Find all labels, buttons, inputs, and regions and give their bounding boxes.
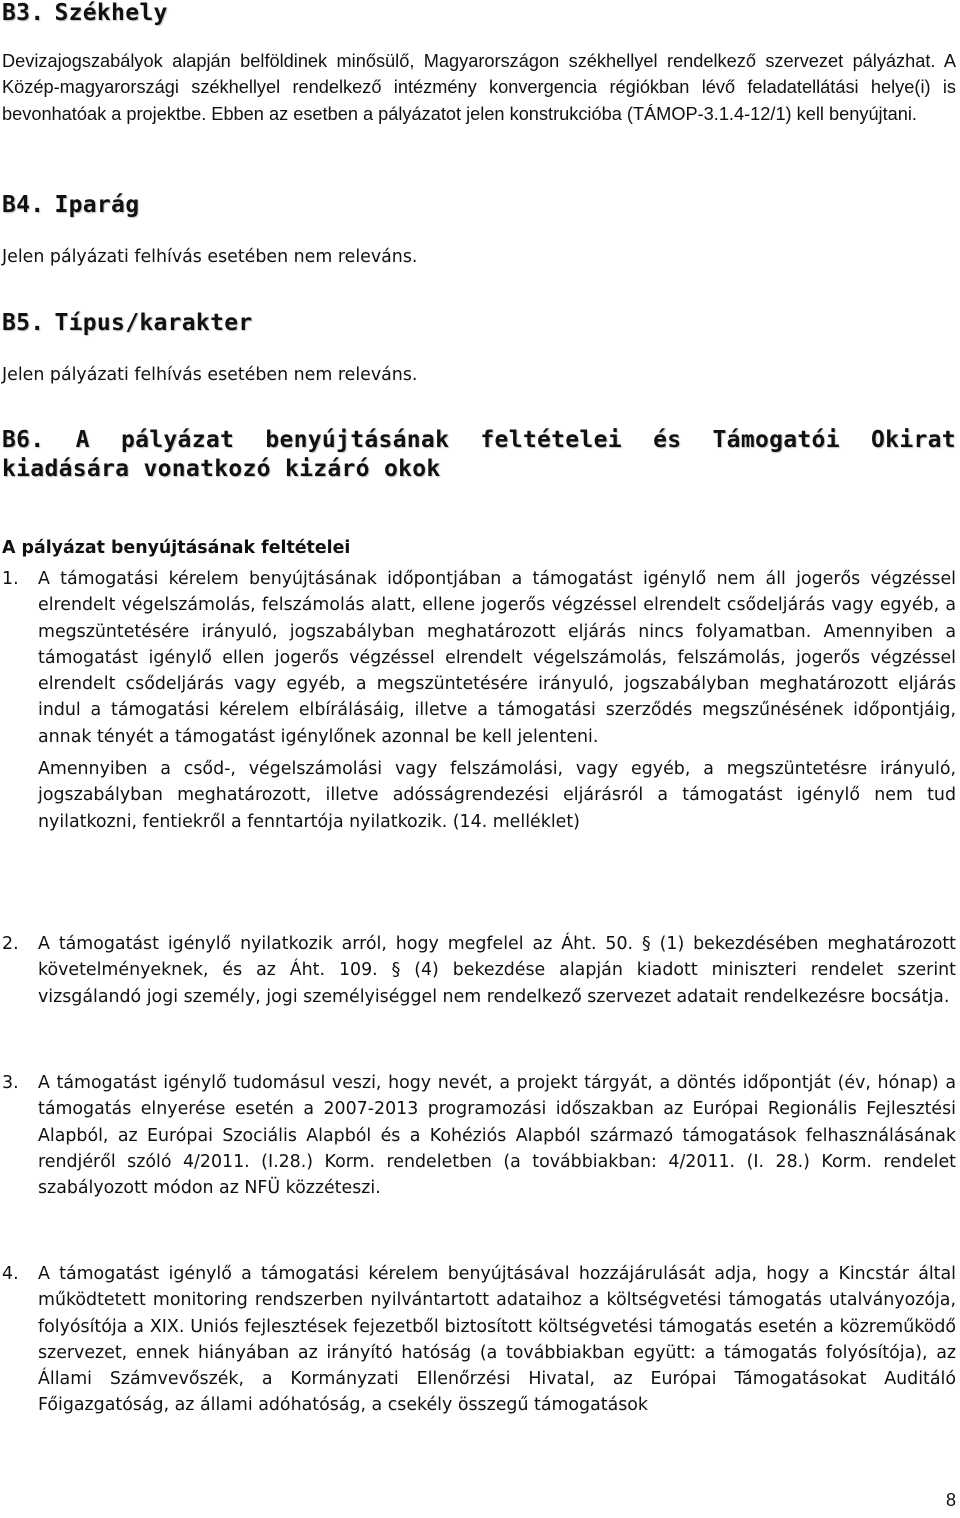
heading-word: pályázat	[120, 427, 235, 453]
heading-word: benyújtásának	[265, 427, 450, 453]
heading-line-2: kiadására vonatkozó kizáró okok	[2, 456, 441, 482]
section-heading-b6	[2, 426, 956, 484]
section-number: B3.	[2, 0, 45, 26]
list-marker: 2.	[2, 934, 19, 954]
list-marker: 1.	[2, 569, 19, 589]
section-heading-b5	[2, 310, 253, 336]
section-number: B5.	[2, 310, 45, 336]
list-item	[2, 566, 956, 835]
section-b3-text: Devizajogszabályok alapján belföldinek minősülő, Magyarországon székhellyel rendelkező szervezet pályázhat. A Közép-magyarországi székhellyel rendelkező intézmény konvergencia régiókban lévő feladatellátási helye(i) is bevonhatóak a projektbe. Ebben az esetben a pályázatot jelen konstrukcióba (TÁMOP-3.1.4-12/1) kell benyújtani.	[2, 51, 956, 124]
list-marker: 4.	[2, 1264, 19, 1284]
heading-word: A	[75, 427, 90, 453]
heading-word: feltételei	[480, 427, 622, 453]
section-title: Típus/karakter	[54, 310, 253, 336]
list-item	[2, 931, 956, 1010]
section-heading-b4	[2, 192, 139, 218]
section-title: Iparág	[54, 192, 140, 218]
heading-word: Támogatói	[712, 427, 840, 453]
section-heading-b3	[2, 0, 168, 26]
list-item-paragraph: A támogatást igénylő a támogatási kérelem benyújtásával hozzájárulását adja, hogy a Kincstár által működtetett monitoring rendszerben nyilvántartott adataihoz a költségvetési támogatás utalványozója, folyósítója a XIX. Uniós fejlesztések fejezetből biztosított költségvetési támogatás esetén a közreműködő szervezet, ennek hiányában az irányító hatóság (a továbbiakban együtt: a támogatás folyósítója), az Állami Számvevőszék, a Kormányzati Ellenőrzési Hivatal, az Európai Támogatásokat Auditáló Főigazgatóság, az állami adóhatóság, a csekély összegű támogatások	[38, 1264, 956, 1416]
section-number: B6.	[2, 427, 45, 453]
list-item-paragraph: A támogatást igénylő tudomásul veszi, hogy nevét, a projekt tárgyát, a döntés időpontját (év, hónap) a támogatás elnyerése esetén a 2007-2013 programozási időszakban az Európai Regionális Fejlesztési Alapból, az Európai Szociális Alapból és a Kohéziós Alapból származó támogatások felhasználásának rendjéről szóló 4/2011. (I.28.) Korm. rendeletben (a továbbiakban: 4/2011. (I. 28.) Korm. rendelet szabályozott módon az NFÜ közzéteszi.	[38, 1073, 956, 1199]
subsection-heading: A pályázat benyújtásának feltételei	[2, 538, 351, 558]
list-item-paragraph: A támogatási kérelem benyújtásának időpontjában a támogatást igénylő nem áll jogerős végzéssel elrendelt végelszámolás, felszámolás alatt, ellene jogerős végzéssel elrendelt csődeljárás vagy egyéb, a megszüntetésére irányuló, jogszabályban meghatározott eljárás nincs folyamatban. Amennyiben a támogatást igénylő ellen jogerős végzéssel elrendelt végelszámolás, felszámolás, jogerős végzéssel elrendelt csődeljárás vagy egyéb, a megszüntetésére irányuló, jogszabályban meghatározott eljárás indul a támogatási kérelem elbírálásáig, illetve a támogatási szerződés megszűnésének időpontjáig, annak tényét a támogatást igénylőnek azonnal be kell jelenteni.	[38, 569, 956, 747]
heading-line-1	[2, 426, 956, 455]
section-title: Székhely	[54, 0, 168, 26]
heading-word: Okirat	[871, 427, 956, 453]
heading-word: és	[653, 427, 682, 453]
section-b5-text: Jelen pályázati felhívás esetében nem releváns.	[2, 365, 418, 385]
section-number: B4.	[2, 192, 45, 218]
page-number: 8	[945, 1490, 956, 1510]
list-item	[2, 1261, 956, 1419]
list-marker: 3.	[2, 1073, 19, 1093]
list-item-paragraph: A támogatást igénylő nyilatkozik arról, hogy megfelel az Áht. 50. § (1) bekezdésében meghatározott követelményeknek, és az Áht. 109. § (4) bekezdése alapján kiadott miniszteri rendelet szerint vizsgálandó jogi személy, jogi személyiséggel nem rendelkező szervezet adatait rendelkezésre bocsátja.	[38, 934, 956, 1007]
list-item-paragraph: Amennyiben a csőd-, végelszámolási vagy felszámolási, vagy egyéb, a megszüntetésre irányuló, jogszabályban meghatározott, illetve adósságrendezési eljárásról a támogatást igénylő nem tud nyilatkozni, fentiekről a fenntartója nyilatkozik. (14. melléklet)	[38, 759, 956, 832]
list-item	[2, 1070, 956, 1201]
section-b4-text: Jelen pályázati felhívás esetében nem releváns.	[2, 247, 418, 267]
